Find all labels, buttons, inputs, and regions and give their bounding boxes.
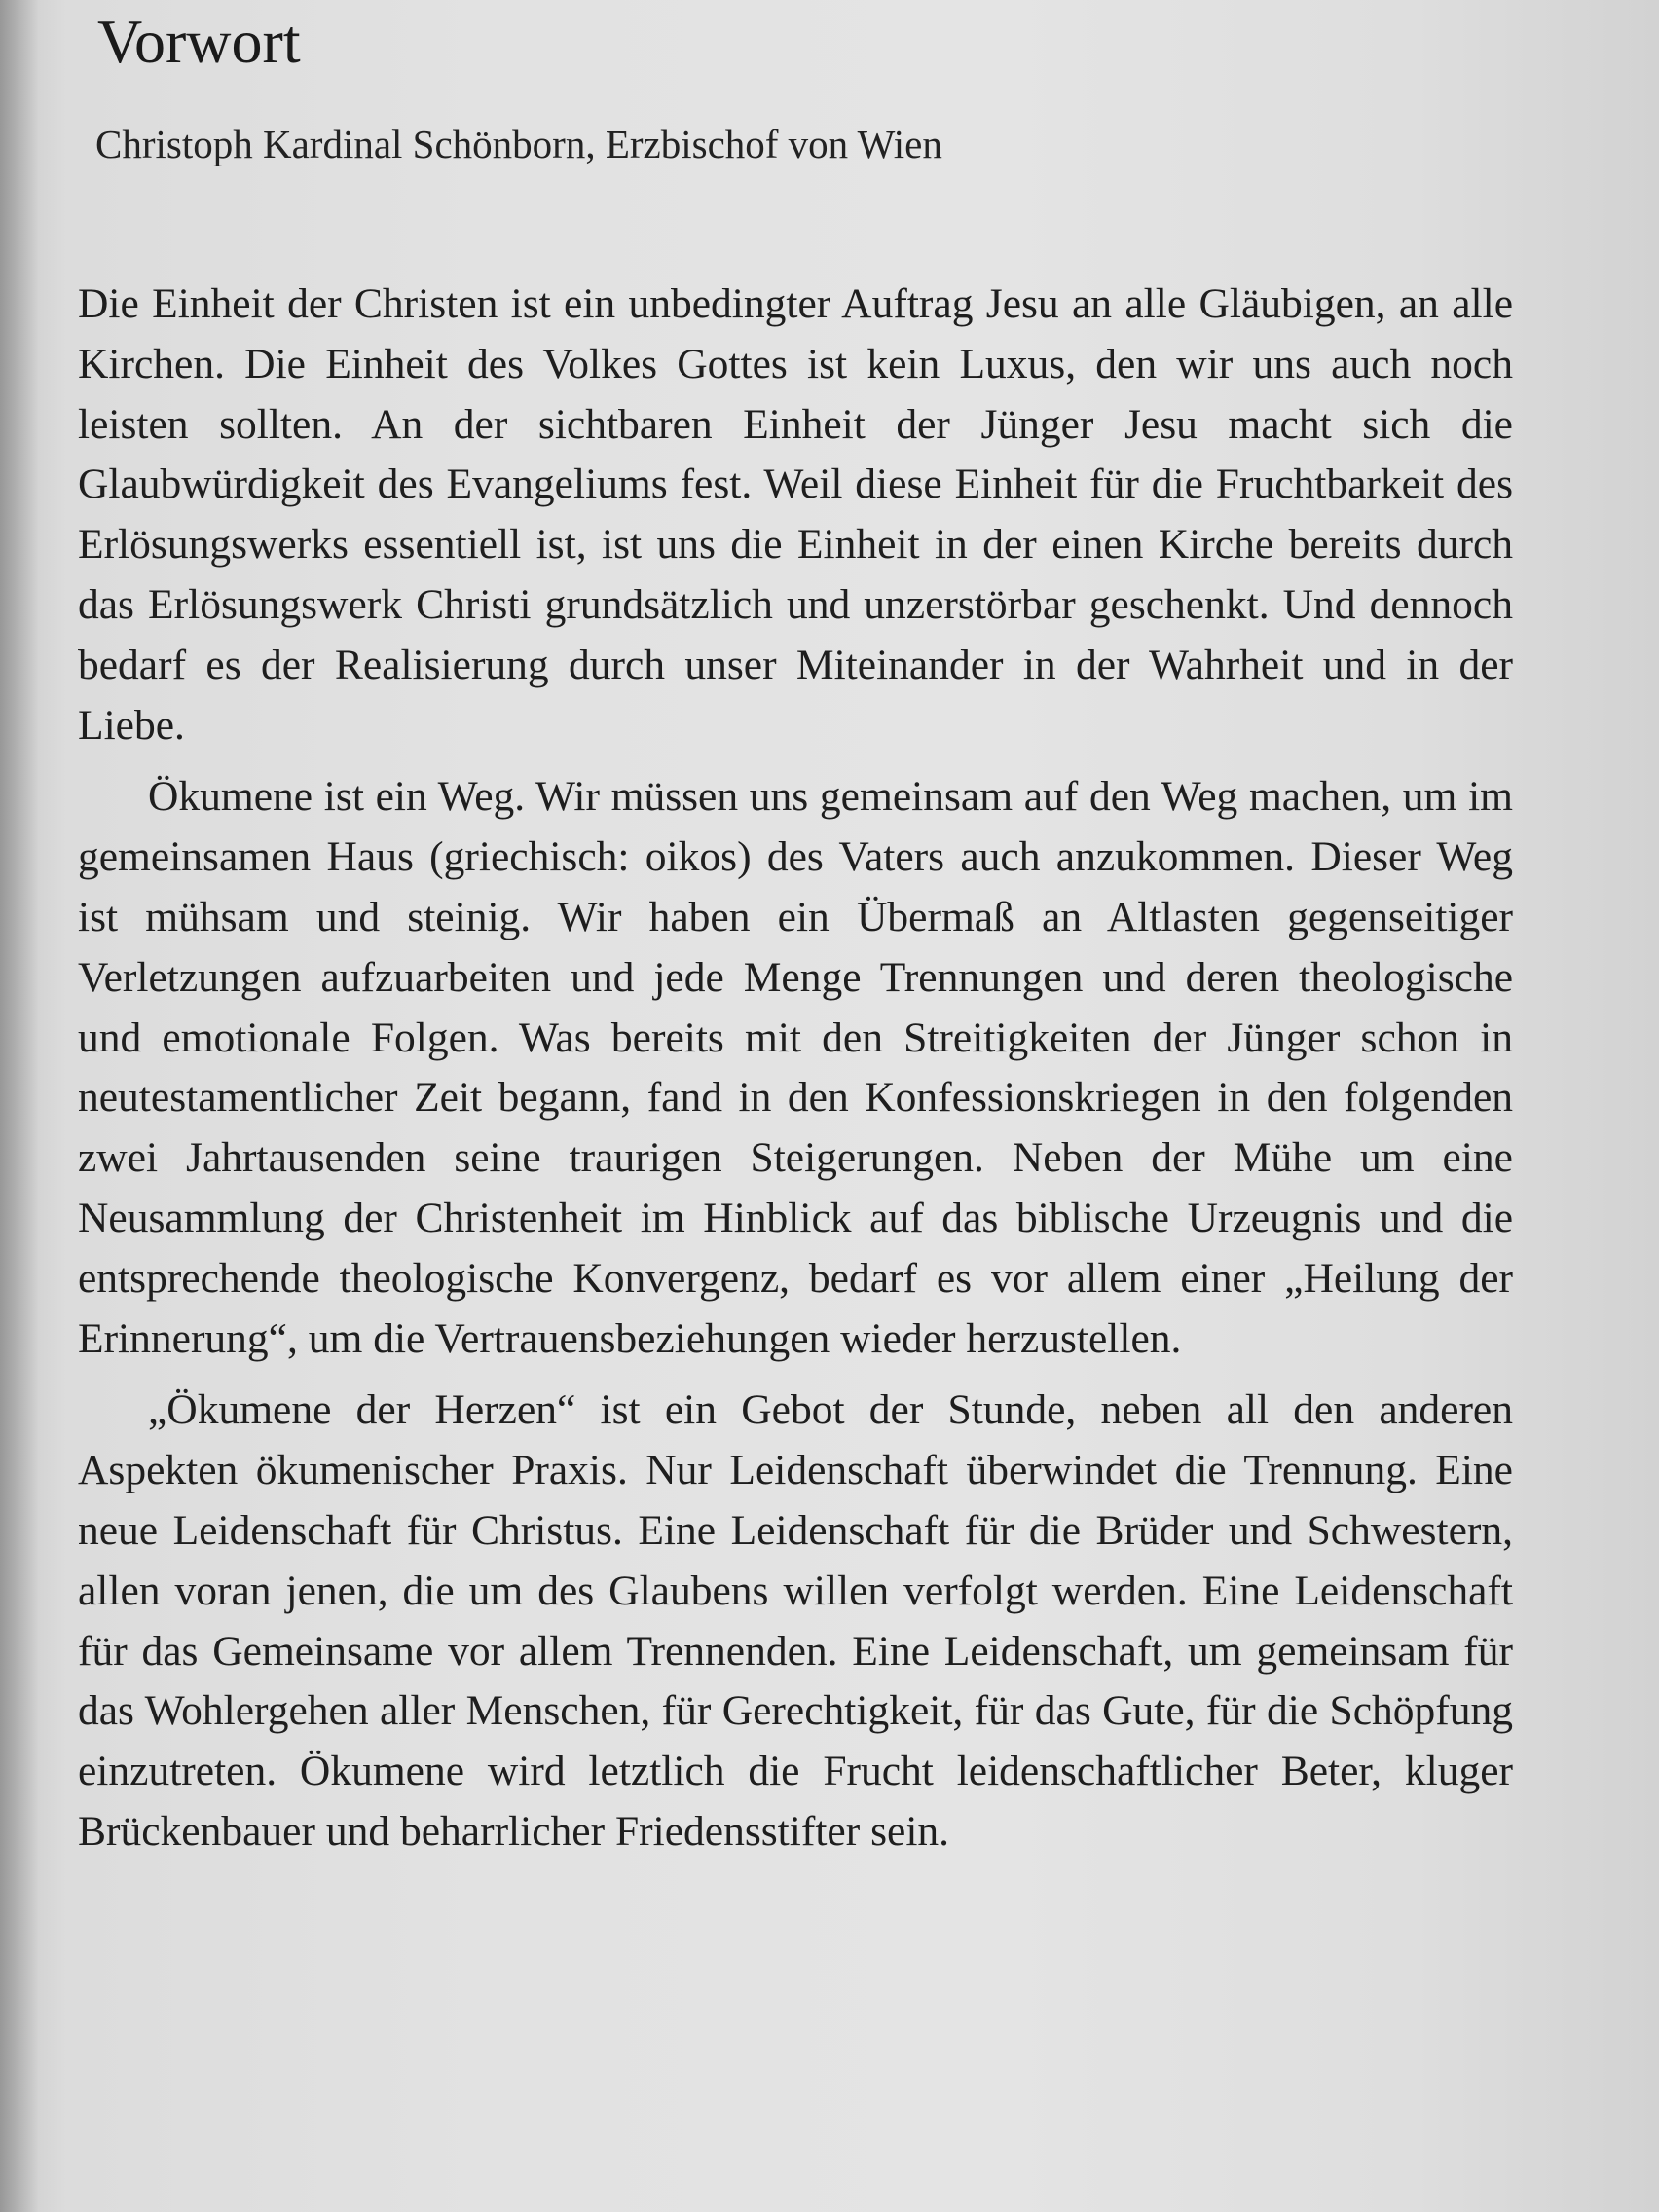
page-edge-shadow	[0, 0, 39, 2212]
author-line: Christoph Kardinal Schönborn, Erzbischof von Wien	[95, 122, 942, 166]
paragraph-2: Ökumene ist ein Weg. Wir müssen uns gemeinsam auf den Weg machen, um im gemeinsamen Haus (griechisch: oikos) des Vaters auch anzukommen. Dieser Weg ist mühsam und steinig. Wir haben ein Übermaß an Altlasten gegenseitiger Verletzungen aufzuarbeiten und jede Menge Trennungen und deren theologische und emotionale Folgen. Was bereits mit den Streitigkeiten der Jünger schon in neutestamentlicher Zeit begann, fand in den Konfessionskriegen in den folgenden zwei Jahrtausenden seine traurigen Steigerungen. Neben der Mühe um eine Neusammlung der Christenheit im Hinblick auf das biblische Urzeugnis und die entsprechende theologische Konvergenz, bedarf es vor allem einer „Heilung der Erinnerung“, um die Vertrauensbeziehungen wieder herzustellen.	[78, 773, 1513, 1362]
paragraph-3: „Ökumene der Herzen“ ist ein Gebot der Stunde, neben all den anderen Aspekten ökumenischer Praxis. Nur Leidenschaft überwindet die Trennung. Eine neue Leidenschaft für Christus. Eine Leidenschaft für die Brüder und Schwestern, allen voran jenen, die um des Glaubens willen verfolgt werden. Eine Leidenschaft für das Gemeinsame vor allem Trennenden. Eine Leidenschaft, um gemeinsam für das Wohlergehen aller Menschen, für Gerechtigkeit, für das Gute, für die Schöpfung einzutreten. Ökumene wird letztlich die Frucht leidenschaftlicher Beter, kluger Brückenbauer und beharrlicher Friedensstifter sein.	[78, 1386, 1513, 1855]
paragraph-1: Die Einheit der Christen ist ein unbedingter Auftrag Jesu an alle Gläubigen, an alle Kirchen. Die Einheit des Volkes Gottes ist kein Luxus, den wir uns auch noch leisten sollten. An der sichtbaren Einheit der Jünger Jesu macht sich die Glaubwürdigkeit des Evangeliums fest. Weil diese Einheit für die Fruchtbarkeit des Erlösungswerks essentiell ist, ist uns die Einheit in der einen Kirche bereits durch das Erlösungswerk Christi grundsätzlich und unzerstörbar geschenkt. Und dennoch bedarf es der Realisierung durch unser Miteinander in der Wahrheit und in der Liebe.	[78, 280, 1513, 749]
body-text	[78, 275, 1513, 1874]
page-title: Vorwort	[97, 7, 301, 76]
